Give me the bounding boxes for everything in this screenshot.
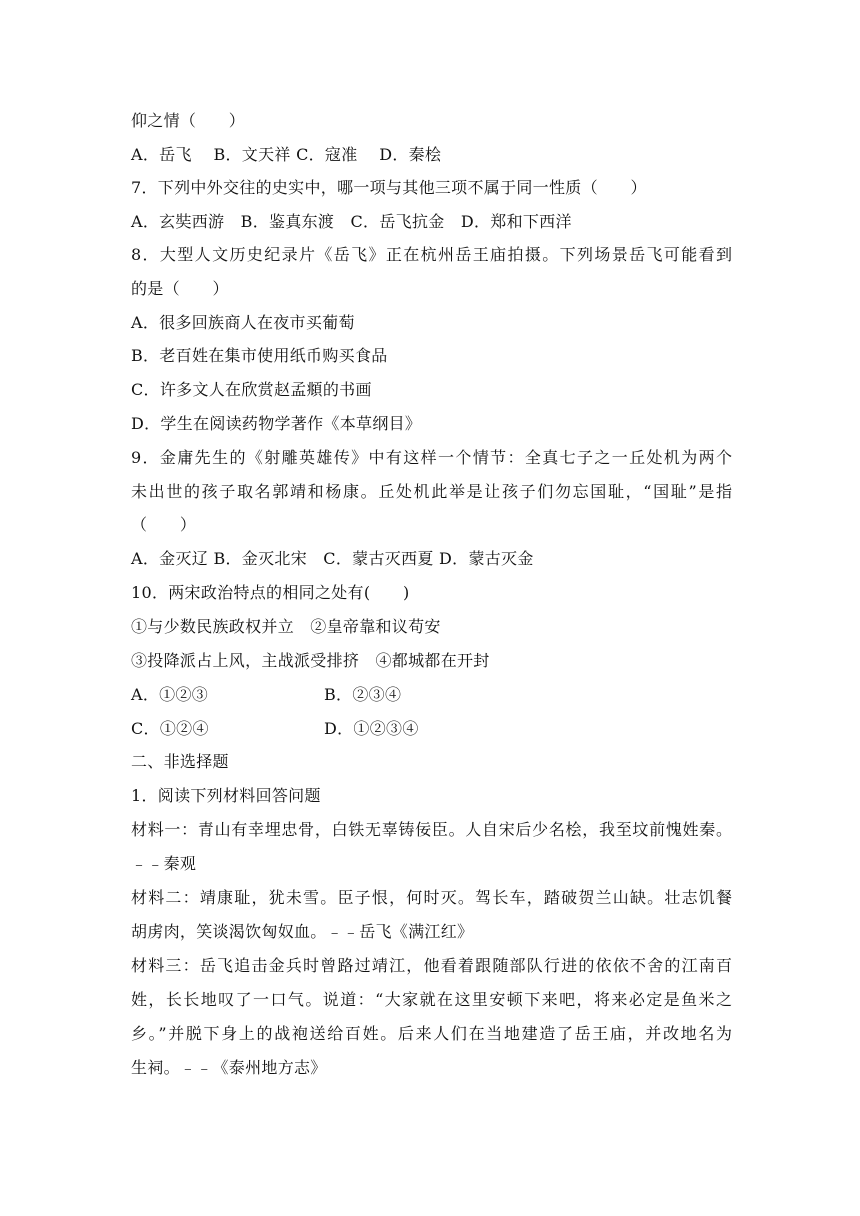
question-6-options: A．岳飞 B．文天祥 C．寇准 D．秦桧 bbox=[131, 145, 442, 164]
material-3-continued-2: 乡。”并脱下身上的战袍送给百姓。后来人们在当地建造了岳王庙，并改地名为 bbox=[131, 1024, 732, 1043]
section-heading: 二、非选择题 bbox=[131, 752, 229, 771]
question-8-option-b: B．老百姓在集市使用纸币购买食品 bbox=[131, 346, 388, 365]
question-9-stem-continued: 未出世的孩子取名郭靖和杨康。丘处机此举是让孩子们勿忘国耻，“国耻”是指 bbox=[131, 482, 732, 501]
question-9-options: A．金灭辽 B．金灭北宋 C．蒙古灭西夏 D．蒙古灭金 bbox=[131, 549, 534, 568]
question-6-continuation: 仰之情（ ） bbox=[131, 111, 246, 130]
question-10-statements-3-4: ③投降派占上风，主战派受排挤 ④都城都在开封 bbox=[131, 651, 490, 670]
material-3-continued-1: 姓，长长地叹了一口气。说道：“大家就在这里安顿下来吧，将来必定是鱼米之 bbox=[131, 990, 732, 1009]
material-1: 材料一：青山有幸埋忠骨，白铁无辜铸佞臣。人自宋后少名桧，我至坟前愧姓秦。 bbox=[131, 820, 732, 839]
material-1-source: ﹣﹣秦观 bbox=[131, 854, 197, 873]
part-2-question-1-stem: 1．阅读下列材料回答问题 bbox=[131, 786, 321, 805]
question-10-option-c: C．①②④ bbox=[131, 719, 209, 738]
question-8-stem-continued: 的是（ ） bbox=[131, 279, 229, 298]
question-8-stem: 8．大型人文历史纪录片《岳飞》正在杭州岳王庙拍摄。下列场景岳飞可能看到 bbox=[131, 245, 732, 264]
question-10-option-d: D．①②③④ bbox=[324, 719, 419, 738]
material-2: 材料二：靖康耻，犹未雪。臣子恨，何时灭。驾长车，踏破贺兰山缺。壮志饥餐 bbox=[131, 888, 732, 907]
question-10-statements-1-2: ①与少数民族政权并立 ②皇帝靠和议苟安 bbox=[131, 617, 441, 636]
question-8-option-a: A．很多回族商人在夜市买葡萄 bbox=[131, 313, 355, 332]
question-9-answer-blank: （ ） bbox=[131, 515, 197, 534]
material-3: 材料三：岳飞追击金兵时曾路过靖江，他看着跟随部队行进的依依不舍的江南百 bbox=[131, 956, 732, 975]
question-8-option-c: C．许多文人在欣赏赵孟頫的书画 bbox=[131, 380, 372, 399]
question-10-option-a: A．①②③ bbox=[131, 685, 209, 704]
material-2-continued: 胡虏肉，笑谈渴饮匈奴血。﹣﹣岳飞《满江红》 bbox=[131, 922, 474, 941]
question-10-option-b: B．②③④ bbox=[324, 685, 402, 704]
material-3-source: 生祠。﹣﹣《泰州地方志》 bbox=[131, 1058, 327, 1077]
question-9-stem: 9．金庸先生的《射雕英雄传》中有这样一个情节：全真七子之一丘处机为两个 bbox=[131, 448, 732, 467]
question-10-stem: 10．两宋政治特点的相同之处有( ) bbox=[131, 583, 410, 602]
question-7-stem: 7．下列中外交往的史实中，哪一项与其他三项不属于同一性质（ ） bbox=[131, 178, 647, 197]
question-8-option-d: D．学生在阅读药物学著作《本草纲目》 bbox=[131, 414, 422, 433]
question-7-options: A．玄奘西游 B．鉴真东渡 C．岳飞抗金 D．郑和下西洋 bbox=[131, 212, 572, 231]
